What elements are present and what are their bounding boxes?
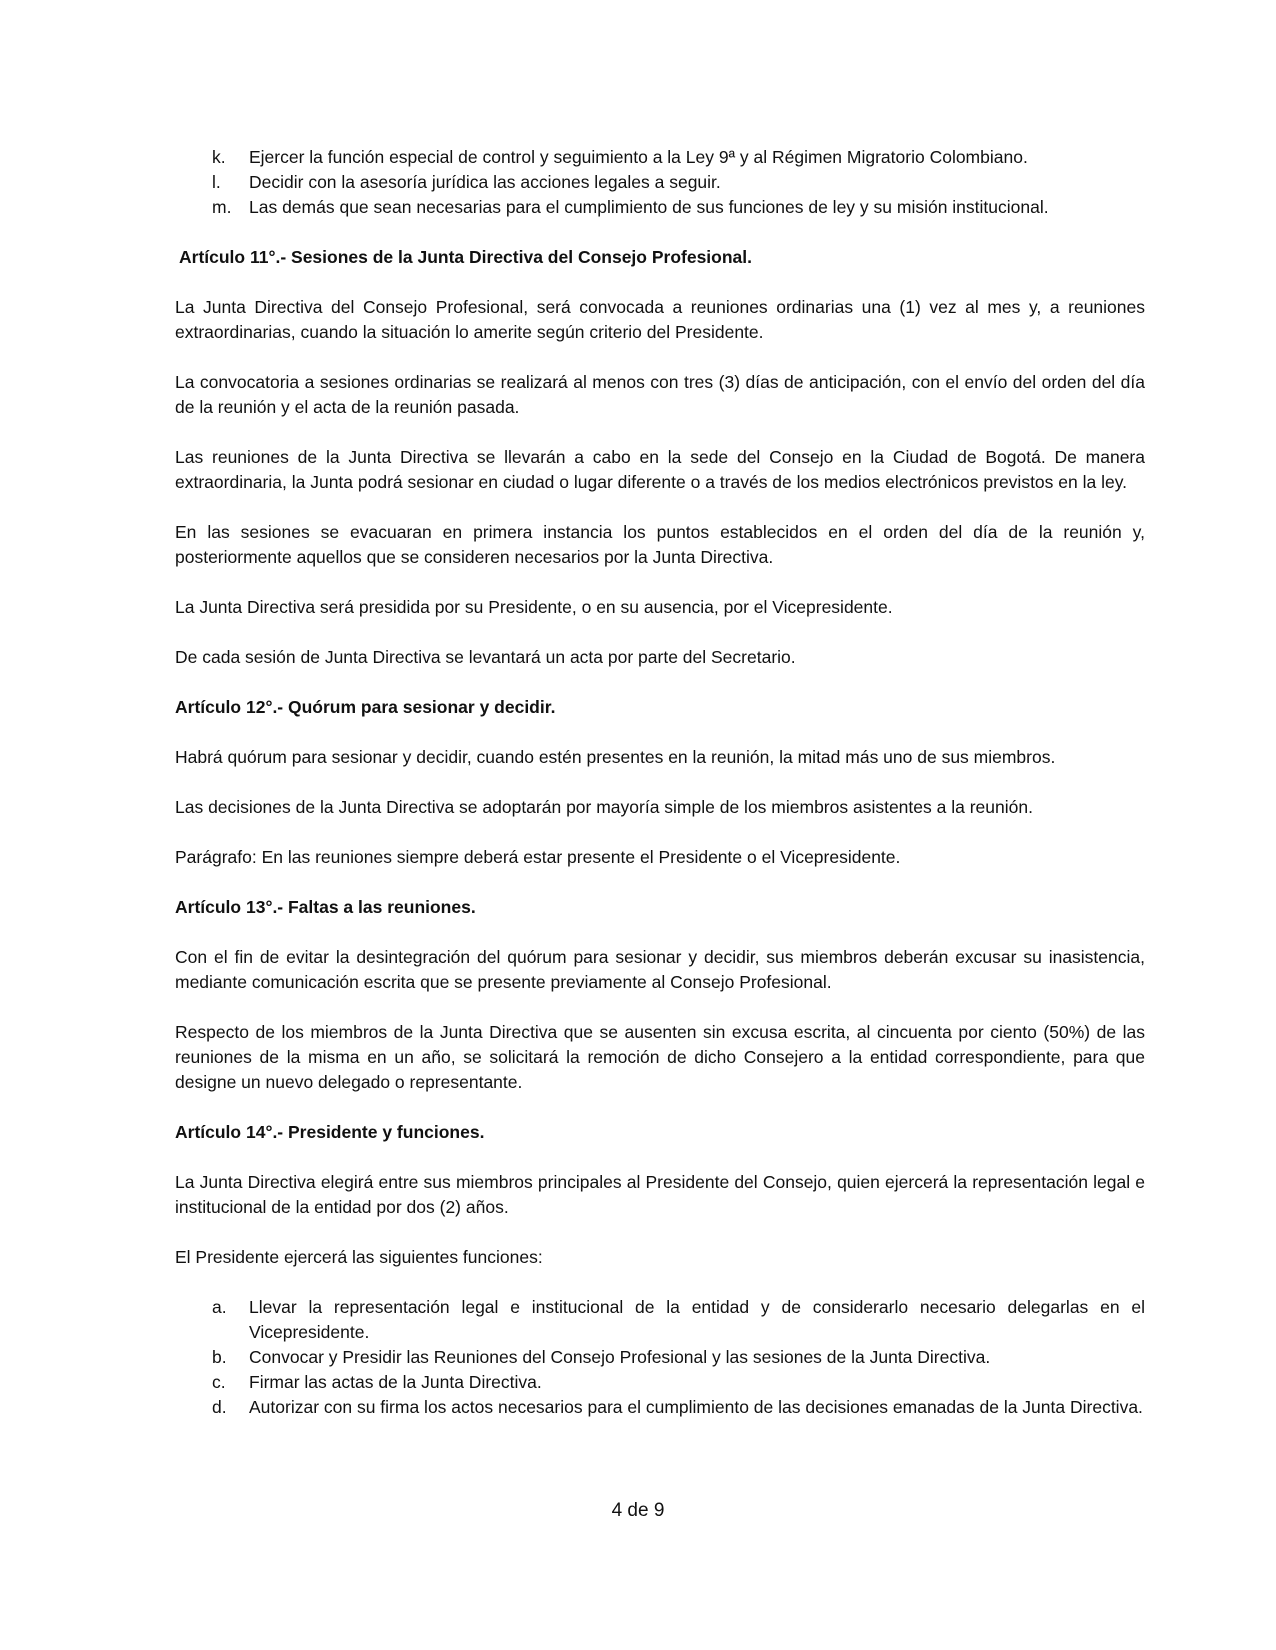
list-item-label: l.: [212, 172, 221, 192]
article-12-heading: Artículo 12°.- Quórum para sesionar y decidir.: [175, 697, 556, 717]
article-13-paragraph: Respecto de los miembros de la Junta Directiva que se ausenten sin excusa escrita, al cincuenta por ciento (50%) de las reuniones de la misma en un año, se solicitará la remoción de dicho Consejero a la entidad correspondiente, para que designe un nuevo delegado o representante.: [175, 1022, 1145, 1092]
article-11-paragraph: De cada sesión de Junta Directiva se levantará un acta por parte del Secretario.: [175, 647, 796, 667]
list-item: [175, 170, 1145, 195]
list-item: [175, 1295, 1145, 1345]
list-item: [175, 1395, 1145, 1420]
article-11-paragraph: La Junta Directiva será presidida por su Presidente, o en su ausencia, por el Vicepresidente.: [175, 597, 893, 617]
article-11-paragraph: La Junta Directiva del Consejo Profesional, será convocada a reuniones ordinarias una (1) vez al mes y, a reuniones extraordinarias, cuando la situación lo amerite según criterio del Presidente.: [175, 297, 1145, 342]
list-item-label: c.: [212, 1372, 226, 1392]
article-11-heading: Artículo 11°.- Sesiones de la Junta Directiva del Consejo Profesional.: [179, 247, 753, 267]
article-13-paragraph: Con el fin de evitar la desintegración del quórum para sesionar y decidir, sus miembros deberán excusar su inasistencia, mediante comunicación escrita que se presente previamente al Consejo Profesional.: [175, 947, 1145, 992]
list-item-text: Convocar y Presidir las Reuniones del Consejo Profesional y las sesiones de la Junta Directiva.: [249, 1347, 991, 1367]
list-item: [175, 1345, 1145, 1370]
article-11-paragraph: En las sesiones se evacuaran en primera instancia los puntos establecidos en el orden del día de la reunión y, posteriormente aquellos que se consideren necesarios por la Junta Directiva.: [175, 522, 1145, 567]
article-14-paragraph: La Junta Directiva elegirá entre sus miembros principales al Presidente del Consejo, quien ejercerá la representación legal e institucional de la entidad por dos (2) años.: [175, 1172, 1145, 1217]
list-item-text: Decidir con la asesoría jurídica las acciones legales a seguir.: [249, 172, 721, 192]
list-item-text: Las demás que sean necesarias para el cumplimiento de sus funciones de ley y su misión institucional.: [249, 197, 1049, 217]
article-11-paragraph: La convocatoria a sesiones ordinarias se realizará al menos con tres (3) días de anticipación, con el envío del orden del día de la reunión y el acta de la reunión pasada.: [175, 372, 1145, 417]
list-item-text: Llevar la representación legal e institucional de la entidad y de considerarlo necesario delegarlas en el Vicepresidente.: [249, 1297, 1145, 1342]
article-13-heading: Artículo 13°.- Faltas a las reuniones.: [175, 897, 476, 917]
article-14-heading: Artículo 14°.- Presidente y funciones.: [175, 1122, 485, 1142]
page-number: 4 de 9: [611, 1500, 665, 1521]
article-12-paragraph: Habrá quórum para sesionar y decidir, cuando estén presentes en la reunión, la mitad más uno de sus miembros.: [175, 747, 1056, 767]
list-item: [175, 195, 1145, 220]
list-item-label: k.: [212, 147, 226, 167]
list-functions-continued: [175, 145, 1145, 220]
document-page: [175, 145, 1145, 1420]
list-president-functions: [175, 1295, 1145, 1420]
list-item-label: b.: [212, 1347, 227, 1367]
article-14-paragraph: El Presidente ejercerá las siguientes funciones:: [175, 1247, 543, 1267]
list-item: [175, 145, 1145, 170]
list-item-text: Autorizar con su firma los actos necesarios para el cumplimiento de las decisiones emanadas de la Junta Directiva.: [249, 1397, 1143, 1417]
list-item-text: Firmar las actas de la Junta Directiva.: [249, 1372, 542, 1392]
list-item-label: m.: [212, 197, 232, 217]
list-item-label: a.: [212, 1297, 227, 1317]
list-item-label: d.: [212, 1397, 227, 1417]
article-11-paragraph: Las reuniones de la Junta Directiva se llevarán a cabo en la sede del Consejo en la Ciudad de Bogotá. De manera extraordinaria, la Junta podrá sesionar en ciudad o lugar diferente o a través de los medios electrónicos previstos en la ley.: [175, 447, 1145, 492]
list-item: [175, 1370, 1145, 1395]
article-12-paragraph: Las decisiones de la Junta Directiva se adoptarán por mayoría simple de los miembros asistentes a la reunión.: [175, 797, 1033, 817]
list-item-text: Ejercer la función especial de control y seguimiento a la Ley 9ª y al Régimen Migratorio Colombiano.: [249, 147, 1028, 167]
article-12-paragraph: Parágrafo: En las reuniones siempre deberá estar presente el Presidente o el Vicepresidente.: [175, 847, 901, 867]
